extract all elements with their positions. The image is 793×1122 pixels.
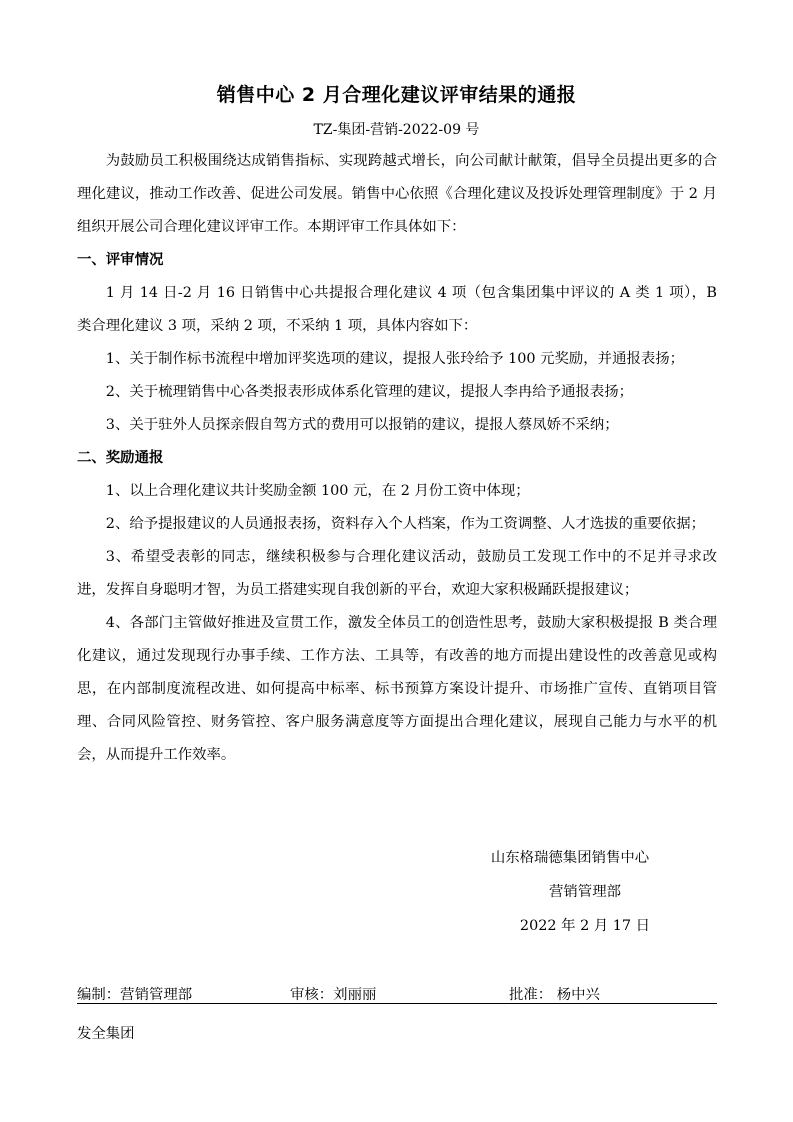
- footer-editor: 编制：营销管理部: [77, 987, 193, 1003]
- footer-reviewer: 审核：刘丽丽: [290, 987, 377, 1003]
- section1-summary: 1 月 14 日-2 月 16 日销售中心共提报合理化建议 4 项（包含集团集中评议的 A 类 1 项），B 类合理化建议 3 项，采纳 2 项，不采纳 1 项，具体内容如下：: [77, 285, 717, 334]
- section2-heading: 二、奖励通报: [77, 450, 164, 466]
- section1-item: 1、关于制作标书流程中增加评奖选项的建议，提报人张玲给予 100 元奖励，并通报表扬；: [105, 351, 685, 367]
- section1-item: 3、关于驻外人员探亲假自驾方式的费用可以报销的建议，提报人蔡凤娇不采纳；: [105, 417, 619, 433]
- section2-item: 1、以上合理化建议共计奖励金额 100 元，在 2 月份工资中体现；: [105, 483, 530, 499]
- section2-item: 4、各部门主管做好推进及宣贯工作，激发全体员工的创造性思考，鼓励大家积极提报 B 类合理化建议，通过发现现行办事手续、工作方法、工具等，有改善的地方而提出建设性的改善意见或构思，在内部制度流程改进、如何提高中标率、标书预算方案设计提升、市场推广宣传、直销项目管理、合同风险管控、财务管控、客户服务满意度等方面提出合理化建议，展现自己能力与水平的机会，从而提升工作效率。: [77, 615, 717, 763]
- signature-dept: 营销管理部: [549, 884, 621, 900]
- section1-item: 2、关于梳理销售中心各类报表形成体系化管理的建议，提报人李冉给予通报表扬；: [105, 384, 634, 400]
- issuer-note: 发全集团: [77, 1026, 135, 1042]
- approval-footer: [77, 983, 717, 1004]
- signature-date: 2022 年 2 月 17 日: [519, 918, 651, 934]
- document-body: [77, 145, 717, 772]
- section2-item: 2、给予提报建议的人员通报表扬，资料存入个人档案，作为工资调整、人才选拔的重要依据；: [105, 516, 705, 532]
- footer-approver: 批准： 杨中兴: [509, 987, 600, 1003]
- section2-item: 3、希望受表彰的同志，继续积极参与合理化建议活动，鼓励员工发现工作中的不足并寻求改进，发挥自身聪明才智，为员工搭建实现自我创新的平台，欢迎大家积极踊跃提报建议；: [77, 549, 717, 598]
- intro-paragraph: 为鼓励员工积极围绕达成销售指标、实现跨越式增长，向公司献计献策，倡导全员提出更多的合理化建议，推动工作改善、促进公司发展。销售中心依照《合理化建议及投诉处理管理制度》于 2 月组织开展公司合理化建议评审工作。本期评审工作具体如下：: [77, 153, 717, 235]
- section1-heading: 一、评审情况: [77, 252, 164, 268]
- document-number: TZ-集团-营销-2022-09 号: [313, 122, 480, 138]
- signature-org: 山东格瑞德集团销售中心: [490, 850, 650, 866]
- document-title: 销售中心 2 月合理化建议评审结果的通报: [216, 84, 577, 106]
